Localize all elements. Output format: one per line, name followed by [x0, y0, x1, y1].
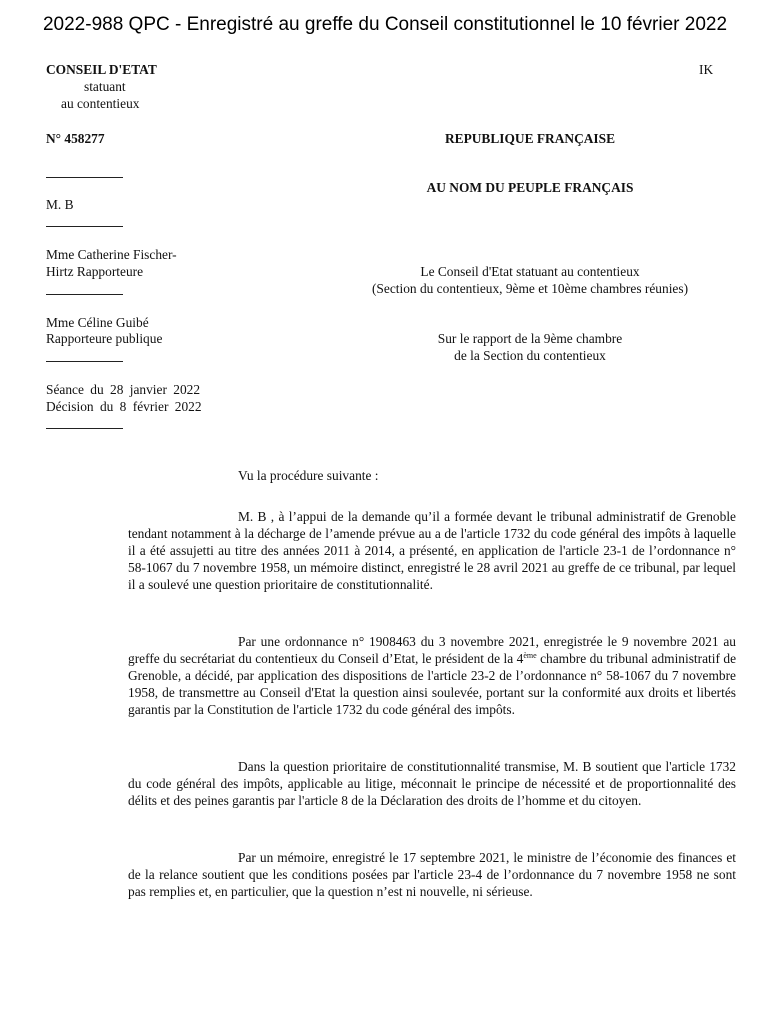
court-subtitle-2: au contentieux: [61, 96, 140, 111]
divider: [46, 428, 123, 429]
paragraph-3: Dans la question prioritaire de constitutionnalité transmise, M. B soutient que l'article 1732 du code général des impôts, applicable au litige, méconnait le principe de nécessité et de proportionnalité des délits et des peines garantis par l'article 8 de la Déclaration des droits de l’homme et du citoyen.: [128, 759, 736, 808]
council-line-2: (Section du contentieux, 9ème et 10ème chambres réunies): [371, 281, 689, 296]
report-line-2: de la Section du contentieux: [454, 348, 606, 363]
paragraph-4: Par un mémoire, enregistré le 17 septembre 2021, le ministre de l’économie des finances et de la relance soutient que les conditions posées par l'article 23-4 de l’ordonnance du 7 novembre 1958 ne sont pas remplies et, en particulier, que la question n’est ni nouvelle, ni sérieuse.: [128, 850, 736, 899]
council-line-1: Le Conseil d'Etat statuant au contentieux: [420, 264, 640, 279]
author-initials: IK: [699, 62, 714, 77]
public-rapporteur-line-1: Mme Céline Guibé: [46, 315, 149, 330]
divider: [46, 177, 123, 178]
paragraph-2: [128, 633, 736, 718]
republic-heading: REPUBLIQUE FRANÇAISE: [444, 131, 615, 146]
paragraph-1: M. B , à l’appui de la demande qu’il a formée devant le tribunal administratif de Grenoble tendant notamment à la décharge de l’amende prévue au a de l'article 1732 du code général des impôts à laquelle il a été assujetti au titre des années 2011 à 2014, a présenté, en application de l'article 23-1 de l’ordonnance n° 58-1067 du 7 novembre 1958, un mémoire distinct, enregistré le 28 avril 2021 au greffe de ce tribunal, par lequel il a soulevé une question prioritaire de constitutionnalité.: [128, 509, 736, 592]
registration-banner: 2022-988 QPC - Enregistré au greffe du Conseil constitutionnel le 10 février 2022: [42, 14, 728, 35]
paragraph-2-text-a: Par une ordonnance n° 1908463 du 3 novembre 2021, enregistrée le 9 novembre 2021 au greffe du secrétariat du contentieux du Conseil d’Etat, le président de la 4: [128, 634, 736, 666]
decision-date: Décision du 8 février 2022: [46, 399, 202, 414]
divider: [46, 294, 123, 295]
people-heading: AU NOM DU PEUPLE FRANÇAIS: [426, 180, 634, 195]
party-name: M. B: [46, 197, 74, 212]
procedure-intro: Vu la procédure suivante :: [238, 468, 379, 483]
public-rapporteur-line-2: Rapporteure publique: [46, 331, 163, 346]
case-number: N° 458277: [46, 131, 105, 146]
rapporteur-line-1: Mme Catherine Fischer-: [46, 247, 177, 262]
divider: [46, 361, 123, 362]
court-name: CONSEIL D'ETAT: [46, 62, 157, 77]
divider: [46, 226, 123, 227]
court-subtitle-1: statuant: [84, 79, 126, 94]
report-line-1: Sur le rapport de la 9ème chambre: [437, 331, 623, 346]
seance-date: Séance du 28 janvier 2022: [46, 382, 201, 397]
paragraph-2-superscript: ème: [523, 651, 537, 660]
paragraph-2-text-b: chambre du tribunal administratif de Grenoble, a décidé, par application des dispositions de l'article 23-2 de l’ordonnance n° 58-1067 du 7 novembre 1958, de transmettre au Conseil d'Etat la question ainsi soulevée, portant sur la conformité aux droits et libertés garantis par la Constitution de l'article 1732 du code général des impôts.: [128, 651, 737, 717]
rapporteur-line-2: Hirtz Rapporteure: [46, 264, 144, 279]
